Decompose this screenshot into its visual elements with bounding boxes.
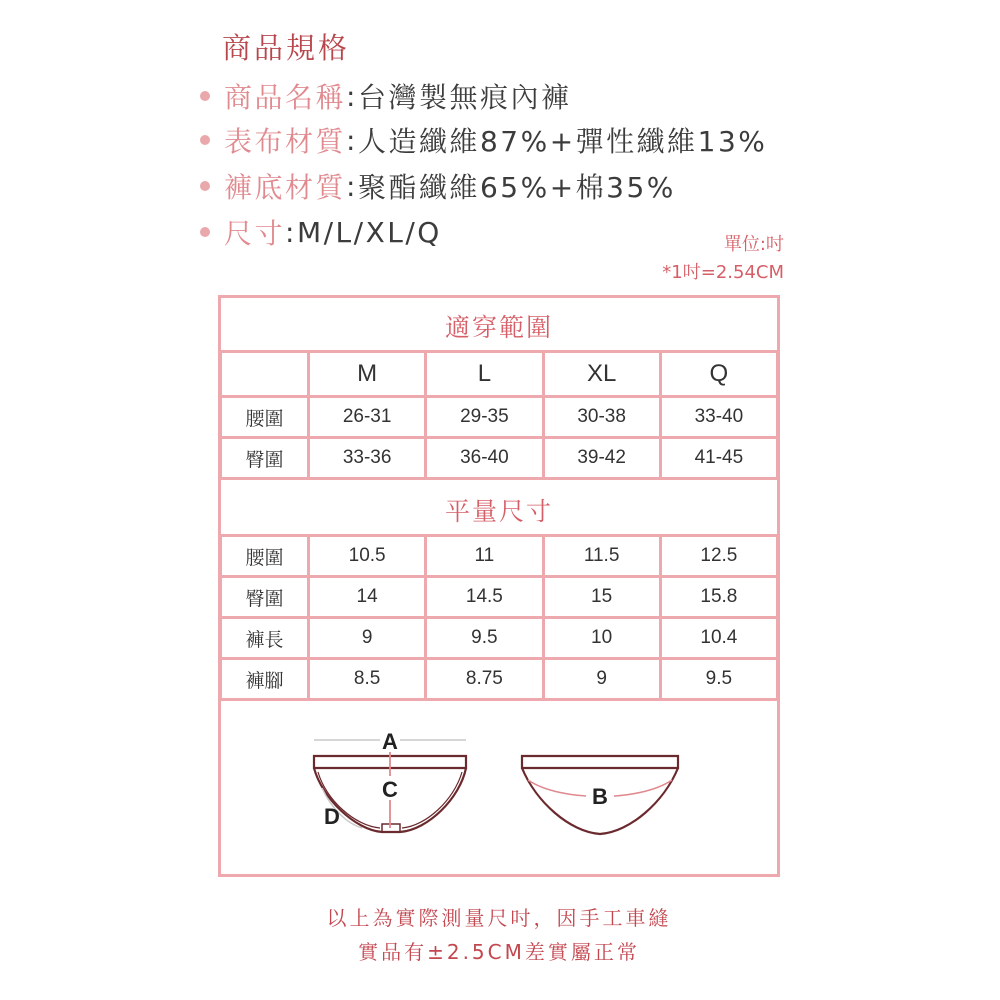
table-cell: 41-45 [660, 438, 777, 479]
spec-key: 褲底材質 [224, 171, 347, 204]
table-cell: 11 [426, 536, 543, 577]
label-c: C [382, 777, 398, 802]
table-cell: 15 [543, 577, 660, 618]
size-header: L [426, 352, 543, 397]
spec-value: 台灣製無痕內褲 [357, 81, 572, 114]
flat-size-table [219, 534, 779, 701]
spec-sep: : [285, 215, 297, 249]
fit-range-title: 適穿範圍 [444, 313, 553, 342]
row-label: 褲長 [221, 618, 309, 659]
row-label: 臀圍 [221, 438, 309, 479]
table-cell: 10 [543, 618, 660, 659]
table-cell: 26-31 [309, 397, 426, 438]
bullet-icon [200, 227, 210, 237]
table-cell: 10.4 [660, 618, 777, 659]
table-cell: 9.5 [660, 659, 777, 700]
table-row [221, 397, 778, 438]
spec-sep: : [346, 123, 358, 157]
unit-conversion: *1吋=2.54CM [662, 262, 784, 283]
bullet-icon [200, 135, 210, 145]
row-label: 臀圍 [221, 577, 309, 618]
table-cell: 9 [543, 659, 660, 700]
table-row [221, 438, 778, 479]
spec-key: 商品名稱 [224, 81, 347, 114]
table-cell: 30-38 [543, 397, 660, 438]
measurement-diagram [300, 720, 700, 845]
header-corner [221, 352, 309, 397]
table-row [221, 659, 778, 700]
spec-title: 商品規格 [222, 31, 351, 65]
size-header: Q [660, 352, 777, 397]
table-cell: 29-35 [426, 397, 543, 438]
spec-item-fabric [200, 120, 767, 160]
label-b: B [592, 784, 608, 809]
spec-item-name [200, 76, 571, 116]
table-cell: 33-40 [660, 397, 777, 438]
table-row [221, 536, 778, 577]
spec-key: 尺寸 [224, 217, 286, 250]
row-label: 腰圍 [221, 397, 309, 438]
spec-item-crotch [200, 166, 676, 206]
table-header-row [221, 352, 778, 397]
size-header: M [309, 352, 426, 397]
table-cell: 12.5 [660, 536, 777, 577]
spec-item-size [200, 212, 442, 252]
table-cell: 15.8 [660, 577, 777, 618]
spec-key: 表布材質 [224, 125, 347, 158]
size-header: XL [543, 352, 660, 397]
table-cell: 39-42 [543, 438, 660, 479]
table-cell: 14 [309, 577, 426, 618]
measurement-note: 以上為實際測量尺吋，因手工車縫 [326, 906, 672, 930]
table-cell: 9 [309, 618, 426, 659]
tolerance-note: 實品有±2.5CM差實屬正常 [358, 940, 640, 964]
label-a: A [382, 729, 398, 754]
table-row [221, 577, 778, 618]
table-row [221, 618, 778, 659]
table-cell: 8.75 [426, 659, 543, 700]
table-cell: 10.5 [309, 536, 426, 577]
spec-sep: : [346, 79, 358, 113]
table-cell: 33-36 [309, 438, 426, 479]
spec-sep: : [346, 169, 358, 203]
row-label: 褲腳 [221, 659, 309, 700]
table-cell: 36-40 [426, 438, 543, 479]
label-d: D [324, 804, 340, 829]
table-cell: 9.5 [426, 618, 543, 659]
table-cell: 8.5 [309, 659, 426, 700]
flat-size-title: 平量尺寸 [444, 497, 553, 526]
spec-value: M/L/XL/Q [296, 215, 442, 249]
fit-range-table [219, 350, 779, 480]
spec-value: 人造纖維87%+彈性纖維13% [357, 125, 768, 158]
bullet-icon [200, 181, 210, 191]
spec-value: 聚酯纖維65%+棉35% [357, 171, 676, 204]
row-label: 腰圍 [221, 536, 309, 577]
bullet-icon [200, 91, 210, 101]
table-cell: 11.5 [543, 536, 660, 577]
unit-label: 單位:吋 [723, 234, 784, 255]
table-cell: 14.5 [426, 577, 543, 618]
